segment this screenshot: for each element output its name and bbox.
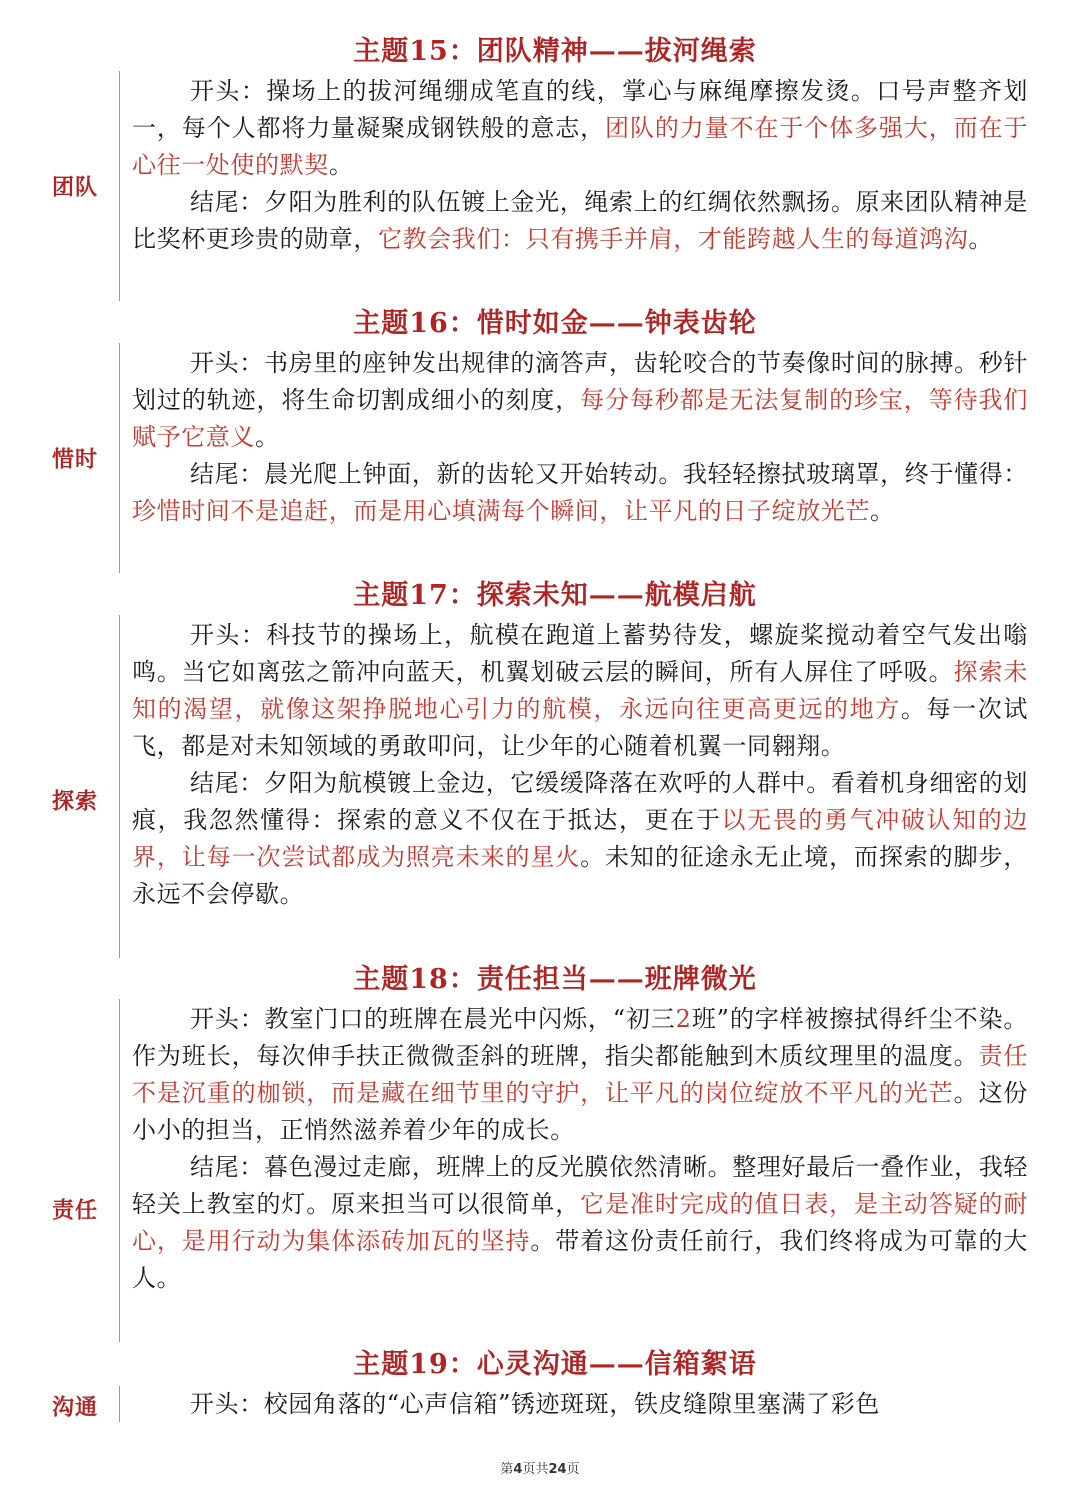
topic-body: [132, 617, 1028, 913]
topic-label: 惜时: [52, 446, 99, 473]
highlighted-text: 责任不是沉重的枷锁，而是藏在细节里的守护，让平凡的岗位绽放不平凡的光芒: [132, 1042, 1028, 1107]
ending-paragraph: [132, 765, 1028, 913]
opening-paragraph: [132, 1386, 1028, 1423]
opening-paragraph: [132, 617, 1028, 765]
ending-paragraph: [132, 1149, 1028, 1297]
label-divider: [119, 71, 120, 301]
body-text: 结尾：夕阳为胜利的队伍镀上金光，绳索上的红绸依然飘扬。原来团队精神是比奖杯更珍贵的勋章，: [132, 188, 1028, 253]
footer-prefix: 第: [500, 1462, 514, 1477]
topic-title: 主题17：探索未知——航模启航: [353, 580, 757, 611]
highlighted-text: 珍惜时间不是追赶，而是用心填满每个瞬间，让平凡的日子绽放光芒: [132, 497, 870, 525]
opening-paragraph: [132, 73, 1028, 184]
body-text: 结尾：暮色漫过走廊，班牌上的反光膜依然清晰。整理好最后一叠作业，我轻轻关上教室的灯。原来担当可以很简单，: [132, 1153, 1028, 1218]
topic-label: 探索: [52, 788, 99, 815]
topic-17-section: [0, 577, 1080, 958]
ending-paragraph: [132, 456, 1028, 530]
footer-suffix: 页: [566, 1462, 580, 1477]
highlighted-text: 它教会我们：只有携手并肩，才能跨越人生的每道鸿沟: [378, 225, 969, 253]
highlighted-text: 它是准时完成的值日表，是主动答疑的耐心，是用行动为集体添砖加瓦的坚持: [132, 1190, 1028, 1255]
label-divider: [119, 343, 120, 573]
body-text: 。未知的征途永无止境，而探索的脚步，永远不会停歇。: [132, 843, 1028, 908]
topic-18-section: [0, 961, 1080, 1342]
highlighted-text: 团队的力量不在于个体多强大，而在于心往一处使的默契: [132, 114, 1028, 179]
topic-title: 主题15：团队精神——拔河绳索: [353, 36, 757, 67]
label-divider: [119, 1386, 120, 1422]
body-text: 开头：校园角落的“心声信箱”锈迹斑斑，铁皮缝隙里塞满了彩色: [190, 1390, 880, 1418]
body-text: 。: [870, 497, 895, 525]
topic-body: [132, 1386, 1028, 1423]
body-text: 开头：操场上的拔河绳绷成笔直的线，掌心与麻绳摩擦发烫。口号声整齐划一，每个人都将力量凝聚成钢铁般的意志，: [132, 77, 1028, 142]
highlighted-text: 探索未知的渴望，就像这架挣脱地心引力的航模，永远向往更高更远的地方: [132, 658, 1028, 723]
label-divider: [119, 999, 120, 1342]
body-text: 班”的字样被擦拭得纤尘不染。作为班长，每次伸手扶正微微歪斜的班牌，指尖都能触到木质纹理里的温度。: [132, 1005, 1028, 1070]
highlighted-text: 2: [675, 1005, 692, 1033]
topic-label: 沟通: [52, 1394, 99, 1421]
topic-19-section: [0, 1346, 1080, 1424]
body-text: 。: [255, 423, 280, 451]
topic-title: 主题19：心灵沟通——信箱絮语: [353, 1349, 757, 1380]
topic-title: 主题18：责任担当——班牌微光: [353, 964, 757, 995]
body-text: 开头：教室门口的班牌在晨光中闪烁，“初三: [190, 1005, 676, 1033]
ending-paragraph: [132, 184, 1028, 258]
topic-body: [132, 1001, 1028, 1297]
highlighted-text: 以无畏的勇气冲破认知的边界，让每一次尝试都成为照亮未来的星火: [132, 806, 1028, 871]
body-text: 开头：书房里的座钟发出规律的滴答声，齿轮咬合的节奏像时间的脉搏。秒针划过的轨迹，将生命切割成细小的刻度，: [132, 349, 1028, 414]
body-text: 开头：科技节的操场上，航模在跑道上蓄势待发，螺旋桨搅动着空气发出嗡鸣。当它如离弦之箭冲向蓝天，机翼划破云层的瞬间，所有人屏住了呼吸。: [132, 621, 1028, 686]
opening-paragraph: [132, 1001, 1028, 1149]
highlighted-text: 每分每秒都是无法复制的珍宝，等待我们赋予它意义: [132, 386, 1028, 451]
total-pages-number: 24: [548, 1462, 567, 1477]
body-text: 结尾：夕阳为航模镀上金边，它缓缓降落在欢呼的人群中。看着机身细密的划痕，我忽然懂得：探索的意义不仅在于抵达，更在于: [132, 769, 1028, 834]
topic-label: 责任: [52, 1197, 99, 1224]
body-text: 。: [968, 225, 994, 253]
opening-paragraph: [132, 345, 1028, 456]
label-divider: [119, 615, 120, 958]
current-page-number: 4: [513, 1462, 523, 1477]
topic-label: 团队: [52, 174, 99, 201]
topic-16-section: [0, 305, 1080, 573]
topic-15-section: [0, 33, 1080, 301]
page-footer: [0, 1458, 1080, 1477]
topic-title: 主题16：惜时如金——钟表齿轮: [353, 308, 757, 339]
body-text: 结尾：晨光爬上钟面，新的齿轮又开始转动。我轻轻擦拭玻璃罩，终于懂得：: [190, 460, 1028, 488]
footer-mid: 页共: [522, 1462, 549, 1477]
topic-body: [132, 73, 1028, 258]
body-text: 。带着这份责任前行，我们终将成为可靠的大人。: [132, 1227, 1028, 1292]
topic-body: [132, 345, 1028, 530]
body-text: 。这份小小的担当，正悄然滋养着少年的成长。: [132, 1079, 1028, 1144]
body-text: 。: [328, 151, 354, 179]
body-text: 。每一次试飞，都是对未知领域的勇敢叩问，让少年的心随着机翼一同翱翔。: [132, 695, 1029, 760]
